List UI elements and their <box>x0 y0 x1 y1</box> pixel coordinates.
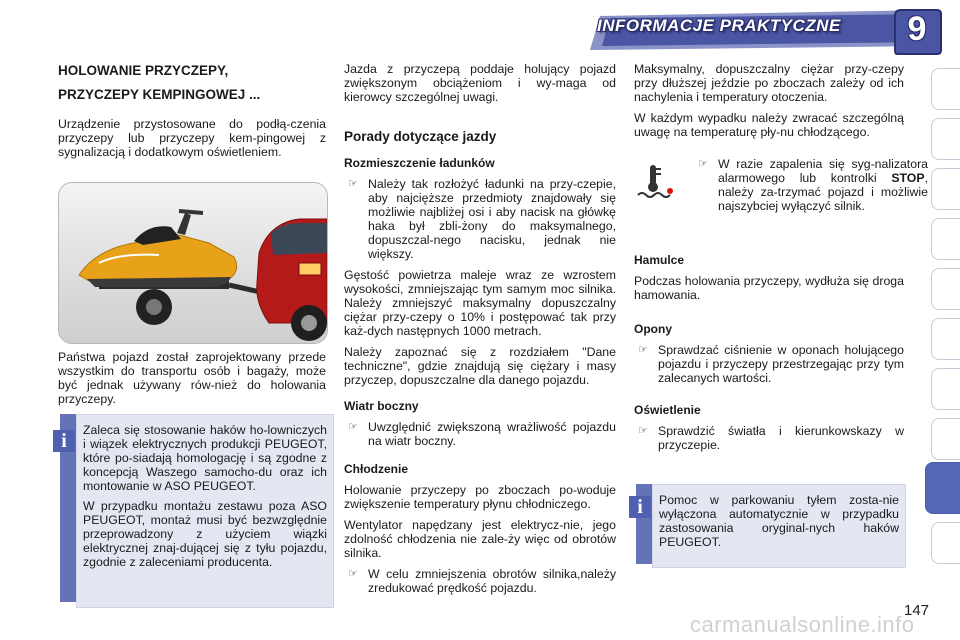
column-1-lower <box>58 350 326 413</box>
pointing-hand-icon: ☞ <box>348 568 358 580</box>
info-parking-text: Pomoc w parkowaniu tyłem zosta-nie wyłączona automatycznie w przypadku zastosowania oryginal-nych haków PEUGEOT. <box>659 493 899 549</box>
air-density-paragraph: Gęstość powietrza maleje wraz ze wzrostem wysokości, zmniejszając tym samym moc silnika. Należy zmniejszyć maksymalny dopuszczalny ciężar przy-czepy o 10% i postępować tak przy każ-dych następnych 1000 metrach. <box>344 268 616 338</box>
car-with-jetski-trailer-image <box>59 183 327 343</box>
usage-paragraph: Państwa pojazd został zaprojektowany przede wszystkim do transportu osób i bagaży, może być jednak używany rów-nież do holowania przyczepy. <box>58 350 326 406</box>
chapter-tab-active[interactable] <box>925 462 960 514</box>
load-heading: Rozmieszczenie ładunków <box>344 156 495 170</box>
trailer-photo <box>58 182 328 344</box>
info-box-parking <box>652 484 906 568</box>
pointing-hand-icon: ☞ <box>698 158 708 170</box>
chapter-tab[interactable] <box>931 522 960 564</box>
crosswind-bullet-text: Uwzględnić zwiększoną wrażliwość pojazdu na wiatr boczny. <box>368 420 616 448</box>
cooling-bullet-text: W celu zmniejszenia obrotów silnika,należy zredukować prędkość pojazdu. <box>368 567 616 595</box>
driving-tips-title: Porady dotyczące jazdy <box>344 129 497 144</box>
tyres-heading: Opony <box>634 322 672 336</box>
brakes-heading: Hamulce <box>634 253 685 267</box>
crosswind-bullet <box>344 420 616 448</box>
info-box-hitch <box>76 414 334 608</box>
intro-paragraph: Jazda z przyczepą poddaje holujący pojazd zwiększonym obciążeniom i wy-maga od kierowcy szczególnej uwagi. <box>344 62 616 104</box>
chapter-number: 9 <box>907 10 927 48</box>
pointing-hand-icon: ☞ <box>638 425 648 437</box>
section-title-line2: PRZYCZEPY KEMPINGOWEJ ... <box>58 87 261 102</box>
chapter-tab[interactable] <box>931 268 960 310</box>
technical-data-paragraph: Należy zapoznać się z rozdziałem "Dane techniczne", gdzie znajdują się ciężary i masy przyczep, dopuszczalne dla danego pojazdu. <box>344 345 616 387</box>
column-1 <box>58 62 326 166</box>
lighting-heading: Oświetlenie <box>634 403 701 417</box>
load-bullet-text: Należy tak rozłożyć ładunki na przy-czepie, aby najcięższe przedmioty znajdowały się możliwie najbliżej osi i aby nacisk na główkę haka był zbli-żony do maksymalnego, dopuszczal-nego nacisku, jednak nie większy. <box>368 177 616 261</box>
stop-label: STOP <box>891 171 925 185</box>
info-hitch-paragraph-1: Zaleca się stosowanie haków ho-lowniczych i wiązek elektrycznych produkcji PEUGEOT, które po-siadają homologację i są zgodne z koncepcją Waszego samocho-du oraz ich montowanie w ASO PEUGEOT. <box>83 423 327 493</box>
chapter-tab[interactable] <box>931 368 960 410</box>
chapter-tab[interactable] <box>931 218 960 260</box>
crosswind-heading: Wiatr boczny <box>344 399 419 413</box>
info-hitch-paragraph-2: W przypadku montażu zestawu poza ASO PEUGEOT, montaż musi być bezwzględnie przeprowadzony z użyciem wiązki elektrycznej znaj-dującej się z tyłu pojazdu, zgodnie z zaleceniami producenta. <box>83 499 327 569</box>
coolant-temp-paragraph: W każdym wypadku należy zwracać szczególną uwagę na temperaturę pły-nu chłodzącego. <box>634 111 904 139</box>
warning-bullet <box>694 157 928 213</box>
column-3 <box>634 62 928 459</box>
intro-paragraph: Urządzenie przystosowane do podłą-czenia przyczepy lub przyczepy kem-pingowej z sygnalizacją i dodatkowym oświetleniem. <box>58 117 326 159</box>
tyres-bullet <box>634 343 904 385</box>
section-title-line1: HOLOWANIE PRZYCZEPY, <box>58 63 229 78</box>
max-weight-paragraph: Maksymalny, dopuszczalny ciężar przy-czepy przy dłuższej jeździe po zboczach zależy od ich nachylenia i temperatury otoczenia. <box>634 62 904 104</box>
chapter-tab[interactable] <box>931 118 960 160</box>
chapter-tab[interactable] <box>931 418 960 460</box>
warning-text-post: , należy za-trzymać pojazd i możliwie najszybciej wyłączyć silnik. <box>718 171 928 213</box>
tyres-bullet-text: Sprawdzać ciśnienie w oponach holującego pojazdu i przyczepy przestrzegając przy tym zalecanych wartości. <box>658 343 904 385</box>
lighting-bullet-text: Sprawdzić światła i kierunkowskazy w przyczepie. <box>658 424 904 452</box>
chapter-tab[interactable] <box>931 168 960 210</box>
pointing-hand-icon: ☞ <box>638 344 648 356</box>
page-number: 147 <box>904 602 930 619</box>
chapter-tab[interactable] <box>931 318 960 360</box>
watermark: carmanualsonline.info <box>690 612 915 637</box>
load-bullet <box>344 177 616 261</box>
chapter-tab[interactable] <box>931 68 960 110</box>
info-icon: i <box>629 496 651 518</box>
chapter-title: INFORMACJE PRAKTYCZNE <box>597 16 841 35</box>
cooling-bullet <box>344 567 616 595</box>
coolant-temperature-icon <box>634 161 674 201</box>
brakes-paragraph: Podczas holowania przyczepy, wydłuża się droga hamowania. <box>634 274 904 302</box>
warning-block <box>634 153 928 249</box>
pointing-hand-icon: ☞ <box>348 421 358 433</box>
info-icon: i <box>53 430 75 452</box>
column-2 <box>344 62 616 602</box>
warning-text-pre: W razie zapalenia się syg-nalizatora alarmowego lub kontrolki <box>718 157 928 185</box>
cooling-heading: Chłodzenie <box>344 462 409 476</box>
pointing-hand-icon: ☞ <box>348 178 358 190</box>
cooling-paragraph-2: Wentylator napędzany jest elektrycz-nie, jego zdolność chłodzenia nie zale-ży więc od obrotów silnika. <box>344 518 616 560</box>
lighting-bullet <box>634 424 904 452</box>
cooling-paragraph-1: Holowanie przyczepy po zboczach po-woduje zwiększenie temperatury płynu chłodniczego. <box>344 483 616 511</box>
